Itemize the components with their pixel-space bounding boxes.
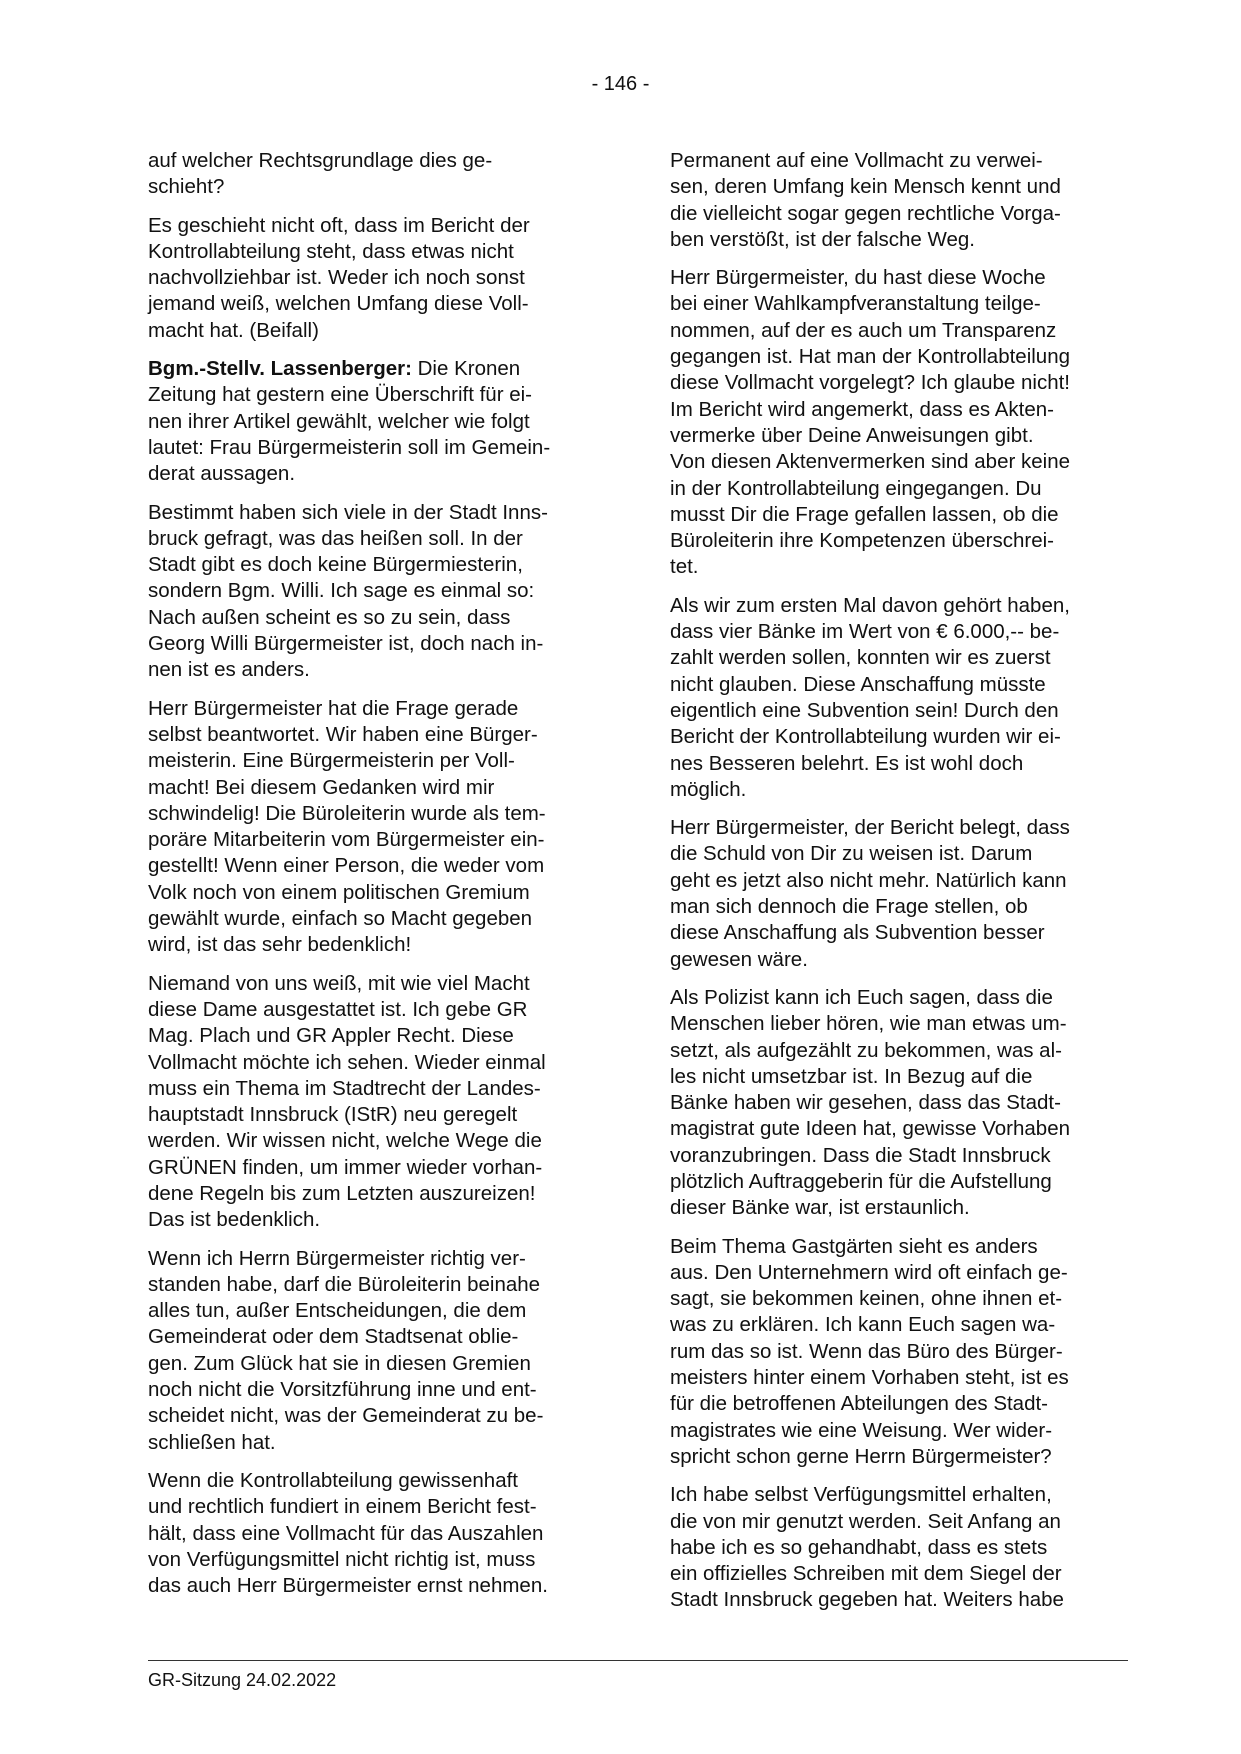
paragraph bbox=[148, 1468, 596, 1599]
paragraph bbox=[148, 500, 596, 684]
paragraph-text: Die Kronen Zeitung hat gestern eine Überschrift für ei- nen ihrer Artikel gewählt, welcher wie folgt lautet: Frau Bürgermeisterin soll im Gemein- derat aussagen. bbox=[148, 357, 551, 486]
paragraph bbox=[148, 696, 596, 959]
paragraph-text: Als wir zum ersten Mal davon gehört haben, dass vier Bänke im Wert von € 6.000,-- be- zahlt werden sollen, konnten wir es zuerst nicht glauben. Diese Anschaffung müsste eigentlich eine Subvention sein! Durch den Bericht der Kontrollabteilung wurden wir ei- nes Besseren belehrt. Es ist wohl doch möglich. bbox=[670, 593, 1070, 801]
paragraph-text: Beim Thema Gastgärten sieht es anders aus. Den Unternehmern wird oft einfach ge- sagt, sie bekommen keinen, ohne ihnen et- was zu erklären. Ich kann Euch sagen wa- rum das so ist. Wenn das Büro des Bürger- meisters hinter einem Vorhaben steht, ist es für die betroffenen Abteilungen des Stadt- magistrates wie eine Weisung. Wer wider- spricht schon gerne Herrn Bürgermeister? bbox=[670, 1234, 1069, 1468]
paragraph-text: Bestimmt haben sich viele in der Stadt Inns- bruck gefragt, was das heißen soll. In der Stadt gibt es doch keine Bürgermiesterin, sondern Bgm. Willi. Ich sage es einmal so: Nach außen scheint es so zu sein, dass Georg Willi Bürgermeister ist, doch nach in- nen ist es anders. bbox=[148, 500, 548, 682]
paragraph bbox=[670, 1482, 1118, 1613]
paragraph bbox=[670, 148, 1118, 253]
paragraph-text: Herr Bürgermeister, du hast diese Woche bei einer Wahlkampfveranstaltung teilge- nommen, auf der es auch um Transparenz gegangen ist. Hat man der Kontrollabteilung diese Vollmacht vorgelegt? Ich glaube nicht! Im Bericht wird angemerkt, dass es Akten- vermerke über Deine Anweisungen gibt. Von diesen Aktenvermerken sind aber keine in der Kontrollabteilung eingegangen. Du musst Dir die Frage gefallen lassen, ob die Büroleiterin ihre Kompetenzen überschrei- tet. bbox=[670, 266, 1071, 579]
paragraph bbox=[148, 148, 596, 201]
paragraph-text: Wenn ich Herrn Bürgermeister richtig ver- standen habe, darf die Büroleiterin beinahe alles tun, außer Entscheidungen, die dem Gemeinderat oder dem Stadtsenat oblie- gen. Zum Glück hat sie in diesen Gremien noch nicht die Vorsitzführung inne und ent- scheidet nicht, was der Gemeinderat zu be- schließen hat. bbox=[148, 1246, 544, 1454]
footer-divider bbox=[148, 1660, 1128, 1661]
paragraph-text: Herr Bürgermeister hat die Frage gerade selbst beantwortet. Wir haben eine Bürger- meisterin. Eine Bürgermeisterin per Voll- macht! Bei diesem Gedanken wird mir schwindelig! Die Büroleiterin wurde als tem- poräre Mitarbeiterin vom Bürgermeister ein- gestellt! Wenn einer Person, die weder vom Volk noch von einem politischen Gremium gewählt wurde, einfach so Macht gegeben wird, ist das sehr bedenklich! bbox=[148, 696, 546, 957]
paragraph bbox=[148, 971, 596, 1234]
paragraph-text: Als Polizist kann ich Euch sagen, dass die Menschen lieber hören, wie man etwas um- setzt, als aufgezählt zu bekommen, was al- les nicht umsetzbar ist. In Bezug auf die Bänke haben wir gesehen, dass das Stadt- magistrat gute Ideen hat, gewisse Vorhaben voranzubringen. Dass die Stadt Innsbruck plötzlich Auftraggeberin für die Aufstellung dieser Bänke war, ist erstaunlich. bbox=[670, 985, 1071, 1220]
paragraph bbox=[148, 1246, 596, 1456]
page-number: - 146 - bbox=[591, 73, 650, 95]
left-column bbox=[148, 148, 596, 1611]
paragraph bbox=[670, 1234, 1118, 1471]
paragraph-text: Es geschieht nicht oft, dass im Bericht der Kontrollabteilung steht, dass etwas nicht nachvollziehbar ist. Weder ich noch sonst jemand weiß, welchen Umfang diese Voll- macht hat. (Beifall) bbox=[148, 213, 530, 342]
paragraph bbox=[670, 593, 1118, 803]
paragraph bbox=[670, 815, 1118, 973]
paragraph bbox=[670, 985, 1118, 1222]
paragraph bbox=[148, 213, 596, 344]
paragraph-text: Wenn die Kontrollabteilung gewissenhaft und rechtlich fundiert in einem Bericht fest- hält, dass eine Vollmacht für das Auszahlen von Verfügungsmittel nicht richtig ist, muss das auch Herr Bürgermeister ernst nehmen. bbox=[148, 1468, 548, 1598]
paragraph-text: Ich habe selbst Verfügungsmittel erhalten, die von mir genutzt werden. Seit Anfang an habe ich es so gehandhabt, dass es stets ein offizielles Schreiben mit dem Siegel der Stadt Innsbruck gegeben hat. Weiters habe bbox=[670, 1483, 1064, 1612]
paragraph-text: auf welcher Rechtsgrundlage dies ge- schieht? bbox=[148, 149, 493, 199]
paragraph-text: Permanent auf eine Vollmacht zu verwei- sen, deren Umfang kein Mensch kennt und die vielleicht sogar gegen rechtliche Vorga- ben verstößt, ist der falsche Weg. bbox=[670, 149, 1061, 251]
speaker-paragraph bbox=[148, 356, 596, 487]
paragraph-text: Niemand von uns weiß, mit wie viel Macht diese Dame ausgestattet ist. Ich gebe GR Mag. Plach und GR Appler Recht. Diese Vollmacht möchte ich sehen. Wieder einmal muss ein Thema im Stadtrecht der Landes- hauptstadt Innsbruck (IStR) neu geregelt werden. Wir wissen nicht, welche Wege die GRÜNEN finden, um immer wieder vorhan- dene Regeln bis zum Letzten auszureizen! Das ist bedenklich. bbox=[148, 971, 546, 1232]
speaker-name: Bgm.-Stellv. Lassenberger: bbox=[148, 357, 412, 381]
right-column bbox=[670, 148, 1118, 1626]
paragraph-text: Herr Bürgermeister, der Bericht belegt, dass die Schuld von Dir zu weisen ist. Darum geht es jetzt also nicht mehr. Natürlich kann man sich dennoch die Frage stellen, ob diese Anschaffung als Subvention besser gewesen wäre. bbox=[670, 816, 1070, 971]
paragraph bbox=[670, 265, 1118, 581]
footer-session-date: GR-Sitzung 24.02.2022 bbox=[148, 1670, 337, 1690]
